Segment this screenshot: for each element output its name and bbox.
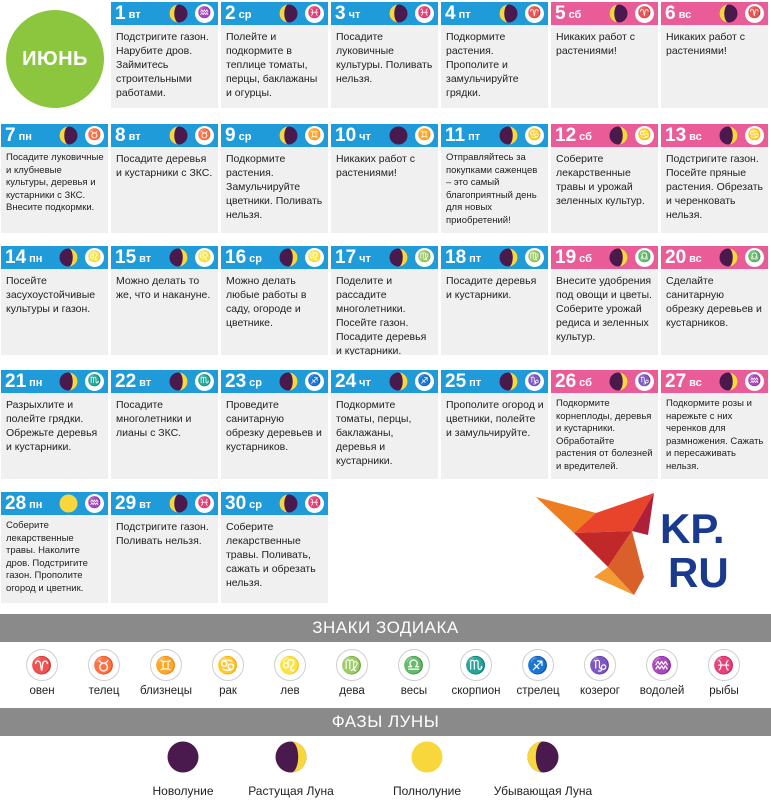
day-of-week: чт [359,377,371,389]
moon-phase-waning-icon [169,494,188,513]
zodiac-name: козерог [580,685,620,697]
cancer-icon: ♋ [212,649,244,681]
day-number: 12 [555,125,577,146]
day-header [221,246,328,269]
moon-phase-waxing-icon [499,372,518,391]
day-header [331,246,438,269]
day-header [441,124,548,147]
day-number: 27 [665,371,687,392]
zodiac-name: стрелец [516,685,560,697]
day-cell-25 [441,370,548,479]
zodiac-item-taurus [74,649,134,697]
day-number: 9 [225,125,236,146]
gemini-icon: ♊ [150,649,182,681]
day-number: 3 [335,3,346,24]
day-number: 23 [225,371,247,392]
day-advice: Соберите лекарственные травы. Наколите дров. Подстригите газон. Прополите огород и цветник. [6,520,88,594]
aquarius-icon: ♒ [195,4,214,23]
virgo-icon: ♍ [336,649,368,681]
day-cell-5 [551,2,658,108]
day-cell-7 [1,124,108,233]
day-advice: Посадите луковичные и клубневые культуры, деревья и кустарники с ЗКС. Внесите подкормки. [6,152,104,213]
day-header [221,2,328,25]
day-cell-6 [661,2,768,108]
day-header [1,124,108,147]
zodiac-item-capricorn [570,649,630,697]
sagittarius-icon: ♐ [305,372,324,391]
pisces-icon: ♓ [195,494,214,513]
moon-phase-waxing-icon [719,248,738,267]
aries-icon: ♈ [745,4,764,23]
day-advice: Подстригите газон. Нарубите дров. Займитесь строительными работами. [116,31,209,99]
day-of-week: сб [579,131,592,143]
day-cell-11 [441,124,548,233]
day-number: 11 [445,125,466,146]
day-of-week: чт [348,9,361,21]
day-header [331,370,438,393]
day-cell-10 [331,124,438,233]
day-number: 18 [445,247,467,268]
moon-phase-waxing-icon [609,372,628,391]
day-number: 7 [5,125,16,146]
day-cell-27 [661,370,768,479]
day-of-week: вт [139,377,152,389]
day-cell-24 [331,370,438,479]
day-of-week: ср [249,253,262,265]
day-of-week: ср [249,377,262,389]
moon-phase-item-waning [478,741,608,798]
day-header [551,124,658,147]
day-number: 19 [555,247,577,268]
day-cell-16 [221,246,328,355]
day-number: 29 [115,493,137,514]
moon-phase-waxing-icon [169,372,188,391]
zodiac-item-gemini [136,649,196,697]
day-number: 15 [115,247,137,268]
day-number: 1 [115,3,126,24]
taurus-icon: ♉ [195,126,214,145]
day-cell-3 [331,2,438,108]
day-of-week: пт [469,377,482,389]
day-cell-22 [111,370,218,479]
day-advice: Подкормите розы и нарежьте с них черенков для размножения. Сажать и пересаживать нельзя. [666,398,764,472]
day-cell-20 [661,246,768,355]
day-number: 24 [335,371,357,392]
zodiac-name: овен [29,685,55,697]
day-number: 26 [555,371,577,392]
day-header [221,370,328,393]
moon-phase-name: Растущая Луна [248,784,334,798]
zodiac-name: дева [339,685,365,697]
zodiac-name: телец [88,685,120,697]
day-of-week: вс [689,253,702,265]
leo-icon: ♌ [195,248,214,267]
bird-icon [536,493,654,595]
pisces-icon: ♓ [305,494,324,513]
capricorn-icon: ♑ [584,649,616,681]
cancer-icon: ♋ [635,126,654,145]
day-advice: Подкормите растения. Замульчируйте цветники. Поливать нельзя. [226,153,323,221]
day-header [111,246,218,269]
leo-icon: ♌ [274,649,306,681]
zodiac-name: скорпион [451,685,501,697]
day-header [1,370,108,393]
leo-icon: ♌ [85,248,104,267]
day-advice: Никаких работ с растениями! [336,153,416,179]
day-cell-23 [221,370,328,479]
day-advice: Подкормите томаты, перцы, баклажаны, деревья и кустарники. [336,399,412,467]
day-cell-1 [111,2,218,108]
day-header [551,370,658,393]
day-of-week: ср [249,499,262,511]
scorpio-icon: ♏ [85,372,104,391]
day-cell-14 [1,246,108,355]
day-number: 28 [5,493,27,514]
day-advice: Подстригите газон. Поливать нельзя. [116,521,209,547]
moon-phase-waxing-icon [59,248,78,267]
day-advice: Никаких работ с растениями! [556,31,636,57]
day-advice: Отправляйтесь за покупками саженцев – это самый благоприятный день для новых приобретений! [446,152,538,226]
day-cell-12 [551,124,658,233]
libra-icon: ♎ [398,649,430,681]
day-of-week: сб [568,9,582,21]
aries-icon: ♈ [525,4,544,23]
day-advice: Можно делать то же, что и накануне. [116,275,211,301]
moon-phase-full-icon [59,494,78,513]
moon-phase-waning-icon [389,4,408,23]
moon-phase-waxing-icon [499,248,518,267]
zodiac-name: близнецы [139,685,193,697]
day-of-week: чт [359,131,371,143]
logo-kp: KP. [660,505,725,552]
day-of-week: ср [238,9,252,21]
day-advice: Посадите многолетники и лианы с ЗКС. [116,399,192,439]
moon-phase-item-full [362,741,492,798]
sagittarius-icon: ♐ [415,372,434,391]
zodiac-name: весы [400,685,428,697]
day-advice: Поделите и рассадите многолетники. Посейте газон. Посадите деревья и кустарники. [336,275,427,355]
day-advice: Посадите деревья и кустарники с ЗКС. [116,153,213,179]
day-advice: Сделайте санитарную обрезку деревьев и кустарников. [666,275,762,329]
day-header [1,246,108,269]
moon-phase-waxing-icon [279,372,298,391]
day-of-week: вс [678,9,692,21]
day-number: 13 [665,125,687,146]
moon-phase-waning-icon [279,126,298,145]
day-number: 10 [335,125,357,146]
day-number: 4 [445,3,456,24]
day-number: 14 [5,247,27,268]
gemini-icon: ♊ [305,126,324,145]
day-of-week: вт [139,499,152,511]
day-advice: Внесите удобрения под овощи и цветы. Соберите урожай редиса и зеленных культур. [556,275,652,343]
day-advice: Разрыхлите и полейте грядки. Обрежьте деревья и кустарники. [6,399,98,453]
aquarius-icon: ♒ [646,649,678,681]
capricorn-icon: ♑ [635,372,654,391]
zodiac-item-leo [260,649,320,697]
zodiac-name: лев [280,685,300,697]
taurus-icon: ♉ [88,649,120,681]
day-advice: Соберите лекарственные травы. Поливать, сажать и обрезать нельзя. [226,521,316,589]
day-of-week: пт [468,131,481,143]
day-of-week: вт [128,131,141,143]
moon-phases-title-bar: ФАЗЫ ЛУНЫ [0,708,771,736]
month-badge: ИЮНЬ [6,10,104,108]
day-advice: Посейте засухоустойчивые культуры и газон. [6,275,96,315]
aries-icon: ♈ [26,649,58,681]
day-number: 8 [115,125,126,146]
kp-ru-logo [534,491,749,599]
day-header [661,2,768,25]
day-of-week: вс [689,377,702,389]
day-of-week: пн [29,253,43,265]
day-header [111,370,218,393]
zodiac-item-pisces [694,649,754,697]
pisces-icon: ♓ [708,649,740,681]
day-advice: Никаких работ с растениями! [666,31,746,57]
moon-phase-waning-icon [478,741,608,778]
zodiac-name: рак [219,685,237,697]
day-advice: Полейте и подкормите в теплице томаты, перцы, баклажаны и огурцы. [226,31,318,99]
day-of-week: вт [128,9,141,21]
moon-phase-waning-icon [719,4,738,23]
day-advice: Подстригите газон. Посейте пряные растения. Обрезать и черенковать нельзя. [666,153,763,221]
moon-phase-waxing-icon [389,248,408,267]
logo-ru: RU [668,549,729,596]
day-number: 2 [225,3,236,24]
day-cell-28 [1,492,108,603]
moon-phase-waxing-icon [719,126,738,145]
day-number: 5 [555,3,566,24]
moon-phase-full-icon [362,741,492,778]
day-cell-13 [661,124,768,233]
moon-phase-waning-icon [499,4,518,23]
day-header [441,370,548,393]
zodiac-item-aquarius [632,649,692,697]
day-cell-15 [111,246,218,355]
day-of-week: ср [238,131,252,143]
day-cell-21 [1,370,108,479]
sagittarius-icon: ♐ [522,649,554,681]
day-cell-8 [111,124,218,233]
day-cell-2 [221,2,328,108]
day-number: 17 [335,247,357,268]
day-of-week: сб [579,377,592,389]
day-number: 30 [225,493,247,514]
zodiac-item-libra [384,649,444,697]
day-header [331,124,438,147]
pisces-icon: ♓ [305,4,324,23]
day-header [441,246,548,269]
libra-icon: ♎ [635,248,654,267]
zodiac-item-scorpio [446,649,506,697]
moon-phase-name: Полнолуние [392,784,462,798]
moon-phase-waxing-icon [389,372,408,391]
pisces-icon: ♓ [415,4,434,23]
moon-phase-waning-icon [279,4,298,23]
moon-phase-waning-icon [59,126,78,145]
zodiac-item-aries [12,649,72,697]
aries-icon: ♈ [635,4,654,23]
day-advice: Подкормите корнеплоды, деревья и кустарники. Обработайте растения от болезней и вредителей. [556,398,653,472]
day-number: 20 [665,247,687,268]
day-cell-9 [221,124,328,233]
moon-phase-waning-icon [279,494,298,513]
day-header [221,124,328,147]
zodiac-item-virgo [322,649,382,697]
zodiac-name: водолей [639,685,685,697]
taurus-icon: ♉ [85,126,104,145]
moon-phase-waxing-icon [609,248,628,267]
day-of-week: пн [29,499,43,511]
zodiac-title-bar: ЗНАКИ ЗОДИАКА [0,614,771,642]
scorpio-icon: ♏ [460,649,492,681]
cancer-icon: ♋ [525,126,544,145]
libra-icon: ♎ [745,248,764,267]
moon-phase-item-waxing [226,741,356,798]
day-of-week: пн [29,377,43,389]
moon-phase-waning-icon [609,4,628,23]
day-cell-17 [331,246,438,355]
moon-phase-waxing-icon [59,372,78,391]
moon-phase-name: Убывающая Луна [493,784,593,798]
moon-phase-waxing-icon [169,248,188,267]
aquarius-icon: ♒ [85,494,104,513]
day-of-week: пт [469,253,482,265]
day-header [111,2,218,25]
moon-phase-new-icon [389,126,408,145]
day-of-week: вт [139,253,152,265]
day-number: 6 [665,3,676,24]
day-advice: Прополите огород и цветники, полейте и замульчируйте. [446,399,544,439]
day-advice: Соберите лекарственные травы и урожай зеленных культур. [556,153,645,207]
virgo-icon: ♍ [415,248,434,267]
day-cell-26 [551,370,658,479]
day-header [551,2,658,25]
day-cell-30 [221,492,328,603]
aquarius-icon: ♒ [745,372,764,391]
day-header [441,2,548,25]
moon-phase-waning-icon [169,4,188,23]
zodiac-item-cancer [198,649,258,697]
day-header [661,246,768,269]
virgo-icon: ♍ [525,248,544,267]
moon-phase-waxing-icon [499,126,518,145]
day-advice: Подкормите растения. Прополите и замульчируйте грядки. [446,31,519,99]
day-number: 21 [5,371,27,392]
day-number: 16 [225,247,247,268]
day-number: 25 [445,371,467,392]
day-header [661,370,768,393]
day-cell-29 [111,492,218,603]
zodiac-item-sagittarius [508,649,568,697]
capricorn-icon: ♑ [525,372,544,391]
day-advice: Посадите деревья и кустарники. [446,275,537,301]
day-cell-4 [441,2,548,108]
gemini-icon: ♊ [415,126,434,145]
day-number: 22 [115,371,137,392]
moon-phase-waning-icon [169,126,188,145]
day-of-week: пн [18,131,32,143]
moon-phase-waxing-icon [719,372,738,391]
day-of-week: вс [689,131,702,143]
moon-phase-waxing-icon [609,126,628,145]
day-header [111,492,218,515]
day-header [111,124,218,147]
day-of-week: чт [359,253,371,265]
zodiac-name: рыбы [709,685,739,697]
moon-phase-name: Новолуние [152,784,214,798]
leo-icon: ♌ [305,248,324,267]
day-advice: Посадите луковичные культуры. Поливать нельзя. [336,31,433,85]
day-of-week: сб [579,253,592,265]
day-header [221,492,328,515]
day-header [331,2,438,25]
day-advice: Проведите санитарную обрезку деревьев и кустарников. [226,399,322,453]
cancer-icon: ♋ [745,126,764,145]
day-cell-18 [441,246,548,355]
day-advice: Можно делать любые работы в саду, огороде и цветнике. [226,275,307,329]
day-header [661,124,768,147]
day-header [1,492,108,515]
day-of-week: пт [458,9,471,21]
moon-phase-waxing-icon [279,248,298,267]
day-cell-19 [551,246,658,355]
scorpio-icon: ♏ [195,372,214,391]
day-header [551,246,658,269]
moon-phase-waxing-icon [226,741,356,778]
